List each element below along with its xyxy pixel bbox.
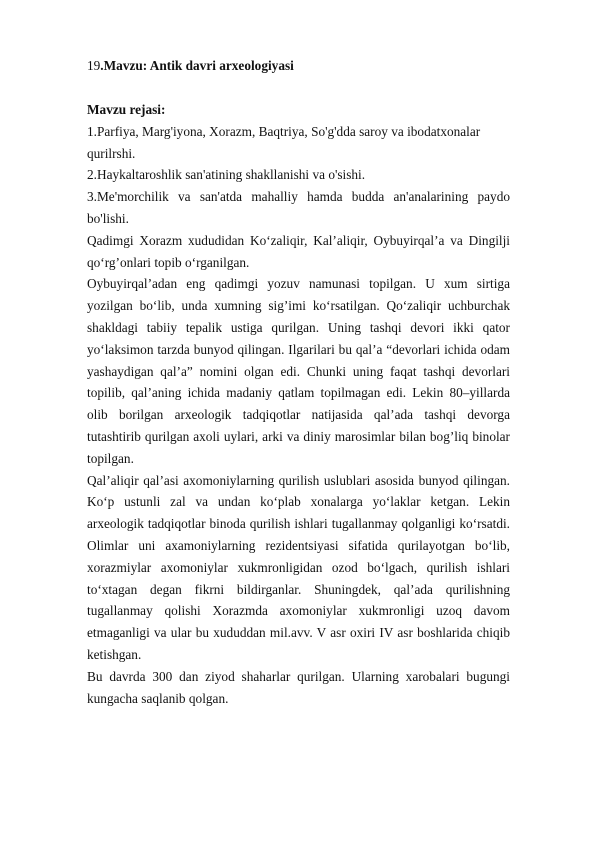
plan-item: 1.Parfiya, Marg'iyona, Xorazm, Baqtriya, So'g'dda saroy va ibodatxonalar qurilrshi. bbox=[87, 123, 481, 161]
document-body bbox=[87, 99, 510, 709]
document-title bbox=[87, 56, 510, 76]
plan-item: 2.Haykaltaroshlik san'atining shakllanishi va o'sishi. bbox=[87, 167, 366, 183]
paragraph: Oybuyirqal’adan eng qadimgi yozuv namunasi topilgan. U xum sirtiga yozilgan bo‘lib, unda xumning sig’imi ko‘rsatilgan. Qo‘zaliqir uchburchak shakldagi tabiiy tepalik ustiga qurilgan. Uning tashqi devori ikki qator yo‘laksimon tarzda bunyod qilingan. Ilgarilari bu qal’a “devorlari ichida odam yashaydigan qal’a” nomini olgan edi. Chunki uning faqat tashqi devorlari topilib, qal’aning ichida madaniy qatlam topilmagan edi. Lekin 80–yillarda olib borilgan arxeologik tadqiqotlar natijasida qal’ada tashqi devorga tutashtirib qurilgan axoli uylari, arki va diniy marosimlar bilan bog’liq binolar topilgan. bbox=[87, 276, 510, 466]
plan-item: 3.Me'morchilik va san'atda mahalliy hamda budda an'analarining paydo bo'lishi. bbox=[87, 189, 510, 226]
title-number: 19 bbox=[87, 58, 101, 73]
paragraph: Bu davrda 300 dan ziyod shaharlar qurilgan. Ularning xarobalari bugungi kungacha saqlanib qolgan. bbox=[87, 668, 510, 706]
plan-heading: Mavzu rejasi: bbox=[87, 102, 166, 117]
paragraph: Qadimgi Xorazm xududidan Ko‘zaliqir, Kal’aliqir, Oybuyirqal’a va Dingilji qo‘rg’onlari topib o‘rganilgan. bbox=[87, 232, 510, 270]
title-text: .Mavzu: Antik davri arxeologiyasi bbox=[100, 58, 294, 73]
paragraph: Qal’aliqir qal’asi axomoniylarning qurilish uslublari asosida bunyod qilingan. Ko‘p ustunli zal va undan ko‘plab xonalarga yo‘laklar ketgan. Lekin arxeologik tadqiqotlar binoda qurilish ishlari tugallanmay qolganligi ko‘rsatdi. Olimlar uni axamoniylarning rezidentsiyasi sifatida qurilayotgan bo‘lib, xorazmiylar axomoniylar xukmronligidan ozod bo‘lgach, qurilish ishlari to‘xtagan degan fikrni bildirganlar. Shuningdek, qal’ada qurilishning tugallanmay qolishi Xorazmda axomoniylar xukmronligi uzoq davom etmaganligi va ular bu xududdan mil.avv. V asr oxiri IV asr boshlarida chiqib ketishgan. bbox=[87, 472, 510, 662]
